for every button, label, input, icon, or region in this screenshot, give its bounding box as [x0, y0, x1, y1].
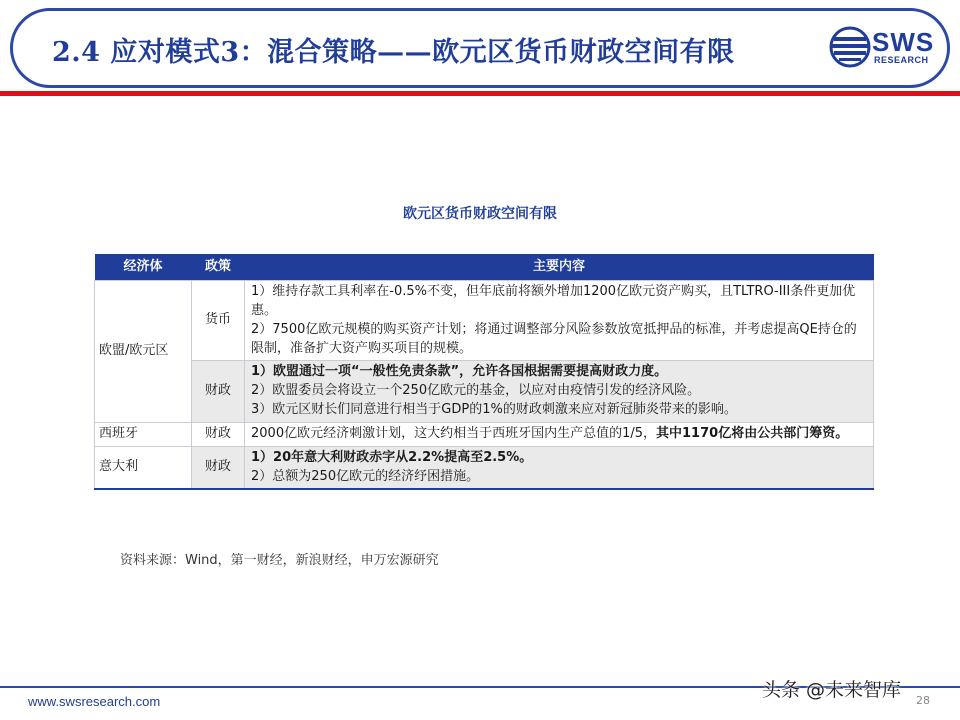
- policy-cell: 财政: [192, 361, 245, 423]
- watermark: 头条 @未来智库: [762, 679, 902, 701]
- header-policy: 政策: [192, 254, 245, 281]
- economy-cell: 欧盟/欧元区: [95, 281, 192, 423]
- content-line: [251, 283, 867, 321]
- page-title: 2.4 应对模式3：混合策略——欧元区货币财政空间有限: [52, 37, 735, 68]
- policy-table: [94, 254, 874, 490]
- content-text: 1）20年意大利财政赤字从2.2%提高至2.5%。: [251, 449, 533, 465]
- content-line: [251, 425, 867, 444]
- content-cell: [245, 446, 874, 489]
- content-cell: [245, 281, 874, 361]
- header-red-rule: [0, 91, 960, 96]
- content-text: 1）欧盟通过一项“一般性免责条款”，允许各国根据需要提高财政力度。: [251, 364, 668, 380]
- page-number: 28: [916, 694, 930, 707]
- sws-logo-icon: [828, 22, 872, 72]
- policy-cell: 财政: [192, 422, 245, 446]
- content-line: [251, 401, 867, 420]
- table-row: [95, 422, 874, 446]
- policy-cell: 货币: [192, 281, 245, 361]
- content-line: [251, 449, 867, 468]
- content-text: 2000亿欧元经济刺激计划，这大约相当于西班牙国内生产总值的1/5，: [251, 425, 657, 441]
- content-line: [251, 321, 867, 359]
- table-row: [95, 446, 874, 489]
- content-text: 2）7500亿欧元规模的购买资产计划；将通过调整部分风险参数放宽抵押品的标准，并考虑提高QE持仓的限制，准备扩大资产购买项目的规模。: [251, 321, 857, 356]
- logo-text: SWS: [872, 27, 935, 57]
- table-body: [95, 281, 874, 490]
- content-cell: [245, 361, 874, 423]
- content-cell: [245, 422, 874, 446]
- source-note: 资料来源：Wind，第一财经，新浪财经，申万宏源研究: [120, 553, 439, 568]
- content-text: 2）总额为250亿欧元的经济纾困措施。: [251, 468, 480, 484]
- content-line: [251, 382, 867, 401]
- sws-logo: [828, 22, 943, 72]
- content-text: 其中1170亿将由公共部门筹资。: [656, 425, 849, 441]
- table-title: 欧元区货币财政空间有限: [403, 206, 557, 222]
- table-header-row: [95, 254, 874, 281]
- header-economy: 经济体: [95, 254, 192, 281]
- content-text: 1）维持存款工具利率在-0.5%不变，但年底前将额外增加1200亿欧元资产购买，且TLTRO-III条件更加优惠。: [251, 284, 856, 318]
- content-text: 2）欧盟委员会将设立一个250亿欧元的基金，以应对由疫情引发的经济风险。: [251, 383, 701, 399]
- content-text: 3）欧元区财长们同意进行相当于GDP的1%的财政刺激来应对新冠肺炎带来的影响。: [251, 402, 737, 418]
- slide-header: [0, 0, 960, 100]
- table-row: [95, 281, 874, 361]
- economy-cell: 意大利: [95, 446, 192, 489]
- header-content: 主要内容: [245, 254, 874, 281]
- policy-cell: 财政: [192, 446, 245, 489]
- logo-subtext: RESEARCH: [874, 55, 929, 65]
- content-line: [251, 468, 867, 487]
- content-line: [251, 363, 867, 382]
- economy-cell: 西班牙: [95, 422, 192, 446]
- table-row: [95, 361, 874, 423]
- footer-url: www.swsresearch.com: [28, 694, 161, 709]
